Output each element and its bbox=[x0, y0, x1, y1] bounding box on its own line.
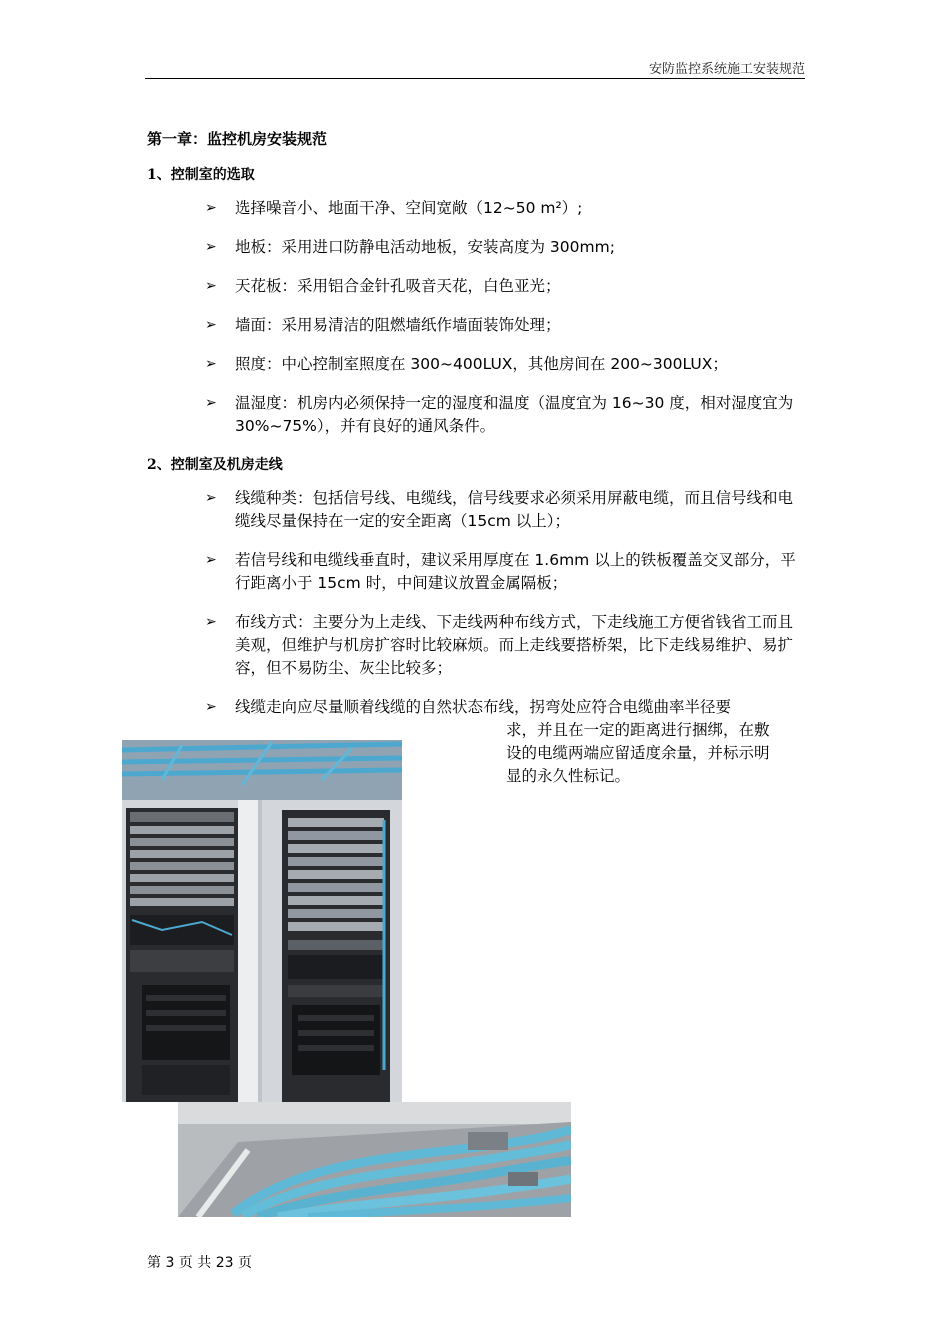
list-item bbox=[205, 487, 805, 533]
header-title: 安防监控系统施工安装规范 bbox=[648, 62, 805, 77]
list-item-continuation-line: 设的电缆两端应留适度余量，并标示明 bbox=[506, 744, 770, 762]
bullet-arrow-icon: ➢ bbox=[205, 200, 217, 216]
header-divider bbox=[145, 78, 805, 79]
list-item-text: 地板：采用进口防静电活动地板，安装高度为 300mm; bbox=[235, 238, 615, 256]
list-item-text: 照度：中心控制室照度在 300~400LUX，其他房间在 200~300LUX； bbox=[235, 355, 728, 373]
list-item bbox=[205, 611, 805, 680]
list-item-text: 墙面：采用易清洁的阻燃墙纸作墙面装饰处理； bbox=[235, 316, 561, 334]
list-item bbox=[205, 392, 805, 438]
bullet-arrow-icon: ➢ bbox=[205, 239, 217, 255]
list-item bbox=[205, 197, 805, 220]
bullet-arrow-icon: ➢ bbox=[205, 278, 217, 294]
list-item-continuation-line: 求，并且在一定的距离进行捆绑，在敷 bbox=[506, 721, 770, 739]
list-item-text: 线缆种类：包括信号线、电缆线，信号线要求必须采用屏蔽电缆，而且信号线和电缆线尽量保持在一定的安全距离（15cm 以上）； bbox=[235, 489, 794, 530]
bullet-arrow-icon: ➢ bbox=[205, 490, 217, 506]
server-rack-photo bbox=[122, 740, 402, 1102]
list-item-text: 若信号线和电缆线垂直时，建议采用厚度在 1.6mm 以上的铁板覆盖交叉部分，平行距离小于 15cm 时，中间建议放置金属隔板； bbox=[235, 551, 796, 592]
bullet-arrow-icon: ➢ bbox=[205, 395, 217, 411]
list-item bbox=[205, 236, 805, 259]
page-number: 第 3 页 共 23 页 bbox=[147, 1255, 252, 1271]
list-item-text: 温湿度：机房内必须保持一定的湿度和温度（温度宜为 16~30 度，相对湿度宜为 30%~75%），并有良好的通风条件。 bbox=[235, 394, 794, 435]
list-item bbox=[205, 696, 805, 719]
list-item-text: 天花板：采用铝合金针孔吸音天花，白色亚光； bbox=[235, 277, 561, 295]
list-item bbox=[205, 353, 805, 376]
list-item bbox=[205, 314, 805, 337]
list-item-text: 线缆走向应尽量顺着线缆的自然状态布线，拐弯处应符合电缆曲率半径要 bbox=[235, 698, 732, 716]
list-item bbox=[205, 549, 805, 595]
bullet-arrow-icon: ➢ bbox=[205, 552, 217, 568]
list-item-text: 布线方式：主要分为上走线、下走线两种布线方式，下走线施工方便省钱省工而且美观，但维护与机房扩容时比较麻烦。而上走线要搭桥架，比下走线易维护、易扩容，但不易防尘、灰尘比较多； bbox=[235, 613, 794, 677]
list-item-text: 选择噪音小、地面干净、空间宽敞（12~50 m²）; bbox=[235, 199, 583, 217]
bullet-arrow-icon: ➢ bbox=[205, 317, 217, 333]
bullet-arrow-icon: ➢ bbox=[205, 356, 217, 372]
list-item-continuation-line: 显的永久性标记。 bbox=[506, 767, 631, 785]
bullet-arrow-icon: ➢ bbox=[205, 699, 217, 715]
bullet-arrow-icon: ➢ bbox=[205, 614, 217, 630]
section-heading: 1、控制室的选取 bbox=[147, 167, 255, 183]
list-item bbox=[205, 275, 805, 298]
chapter-title: 第一章：监控机房安装规范 bbox=[147, 130, 328, 148]
cable-tray-photo bbox=[178, 1102, 571, 1217]
section-heading: 2、控制室及机房走线 bbox=[147, 457, 283, 473]
